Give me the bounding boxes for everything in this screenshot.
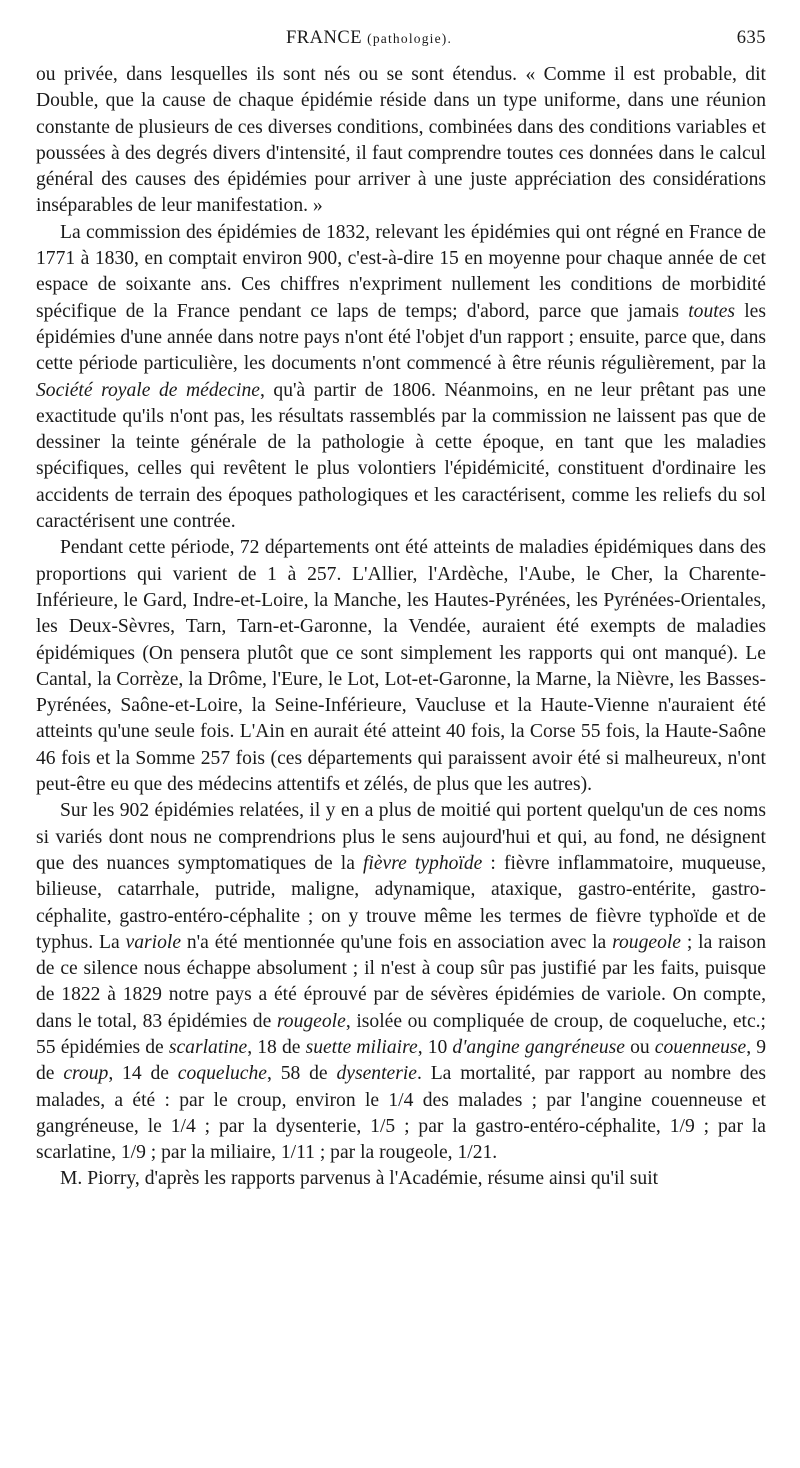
text-run: , isolée ou compliquée de croup, de coqueluche, etc.; 55 épidémies de bbox=[36, 1010, 766, 1058]
running-head bbox=[36, 28, 766, 54]
text-run: La commission des épidémies de 1832, relevant les épidémies qui ont régné en France de 1771 à 1830, en comptait environ 900, c'est-à-dire 15 en moyenne pour chaque année de cet espace de soixante ans. Ces chiffres n'expriment nullement les conditions de morbidité spécifique de la France pendant ce laps de temps; d'abord, parce que jamais bbox=[36, 221, 766, 322]
italic-text: croup bbox=[63, 1063, 109, 1085]
italic-text: couenneuse bbox=[654, 1036, 747, 1058]
text-run: ou bbox=[624, 1036, 655, 1058]
text-run: , 9 de bbox=[36, 1036, 767, 1085]
italic-text: coqueluche bbox=[177, 1063, 267, 1085]
text-run: , 18 de bbox=[247, 1036, 306, 1058]
text-run: , 58 de bbox=[267, 1063, 337, 1085]
text-run: , qu'à partir de 1806. Néanmoins, en ne leur prêtant pas une exactitude qu'ils n'ont pas, les résultats rassemblés par la commission ne laissent pas que de dessiner la teinte générale de la pathologie à cette époque, en tant que les maladies spécifiques, celles qui revêtent le plus volontiers l'épidémicité, constituent d'ordinaire les accidents de terrain des époques pathologiques et les caractérisent, comme les reliefs du sol caractérisent une contrée. bbox=[36, 379, 766, 533]
book-page bbox=[36, 28, 766, 1193]
text-run: : fièvre inflammatoire, muqueuse, bilieuse, catarrhale, putride, maligne, adynamique, ataxique, gastro-entérite, gastro-céphalite, gastro-entéro-céphalite ; on y trouve même les termes de fièvre typhoïde et de typhus. La bbox=[36, 852, 766, 953]
text-run: Pendant cette période, 72 départements ont été atteints de maladies épidémiques dans des proportions qui varient de 1 à 257. L'Allier, l'Ardèche, l'Aube, le Cher, la Charente-Inférieure, le Gard, Indre-et-Loire, la Manche, les Hautes-Pyrénées, les Pyrénées-Orientales, les Deux-Sèvres, Tarn, Tarn-et-Garonne, la Vendée, auraient été exempts de maladies épidémiques (On pensera plutôt que ce sont simplement les rapports qui ont manqué). Le Cantal, la Corrèze, la Drôme, l'Eure, le Lot, Lot-et-Garonne, la Marne, la Nièvre, les Basses-Pyrénées, Saône-et-Loire, la Seine-Inférieure, Vaucluse et la Haute-Vienne n'auraient été atteints qu'une seule fois. L'Ain en aurait été atteint 40 fois, la Corse 55 fois, la Haute-Saône 46 fois et la Somme 257 fois (ces départements qui paraissent avoir été si malheureux, n'ont peut-être eu que des médecins attentifs et zélés, de plus que les autres). bbox=[36, 537, 766, 796]
text-run: n'a été mentionnée qu'une fois en association avec la bbox=[181, 931, 613, 953]
italic-text: variole bbox=[125, 931, 182, 953]
body-text bbox=[36, 62, 766, 1193]
text-run: les épidémies d'une année dans notre pays n'ont été l'objet d'un rapport ; ensuite, parce que, dans cette période particulière, les documents n'ont commencé à être réunis régulièrement, par la bbox=[36, 300, 766, 375]
page-number: 635 bbox=[736, 28, 766, 48]
paragraph bbox=[36, 220, 766, 536]
text-run: Sur les 902 épidémies relatées, il y en a plus de moitié qui portent quelqu'un de ces noms si variés dont nous ne comprendrions plus le sens aujourd'hui et qui, au fond, ne désignent que des nuances symptomatiques de la bbox=[36, 800, 766, 874]
text-run: , 14 de bbox=[108, 1063, 178, 1085]
text-run: ; la raison de ce silence nous échappe absolument ; il n'est à coup sûr pas justifié par les faits, puisque de 1822 à 1829 notre pays a été éprouvé par de sévères épidémies de variole. On compte, dans le total, 83 épidémies de bbox=[36, 931, 767, 1032]
italic-text: Société royale de médecine bbox=[36, 379, 260, 401]
running-head-title-main: FRANCE bbox=[286, 28, 362, 48]
running-head-title-sub: (pathologie). bbox=[367, 31, 453, 46]
italic-text: rougeole bbox=[612, 931, 682, 953]
italic-text: suette miliaire bbox=[305, 1036, 418, 1058]
italic-text: dysenterie bbox=[336, 1063, 417, 1085]
text-run: . La mortalité, par rapport au nombre des malades, a été : par le croup, environ le 1/4 des malades ; par l'angine couenneuse et gangréneuse, le 1/4 ; par la dysenterie, 1/5 ; par la gastro-entéro-céphalite, 1/9 ; par la scarlatine, 1/9 ; par la miliaire, 1/11 ; par la rougeole, 1/21. bbox=[36, 1063, 766, 1164]
text-run: M. Piorry, d'après les rapports parvenus à l'Académie, résume ainsi qu'il suit bbox=[60, 1168, 659, 1190]
text-run: , 10 bbox=[417, 1036, 453, 1058]
paragraph bbox=[36, 1166, 766, 1192]
italic-text: fièvre typhoïde bbox=[362, 852, 483, 874]
running-head-title bbox=[286, 28, 452, 49]
paragraph bbox=[36, 62, 766, 220]
italic-text: toutes bbox=[688, 300, 736, 322]
italic-text: scarlatine bbox=[168, 1036, 248, 1058]
italic-text: d'angine gangréneuse bbox=[452, 1036, 625, 1058]
text-run: ou privée, dans lesquelles ils sont nés ou se sont étendus. « Comme il est probable, dit Double, que la cause de chaque épidémie réside dans un type uniforme, dans une réunion constante de plusieurs de ces diverses conditions, combinées dans des conditions variables et poussées à des degrés divers d'intensité, il faut comprendre toutes ces données dans le calcul général des causes des épidémies pour arriver à une juste appréciation des considérations inséparables de leur manifestation. » bbox=[36, 64, 766, 217]
paragraph bbox=[36, 535, 766, 798]
paragraph bbox=[36, 798, 766, 1166]
italic-text: rougeole bbox=[276, 1010, 346, 1032]
